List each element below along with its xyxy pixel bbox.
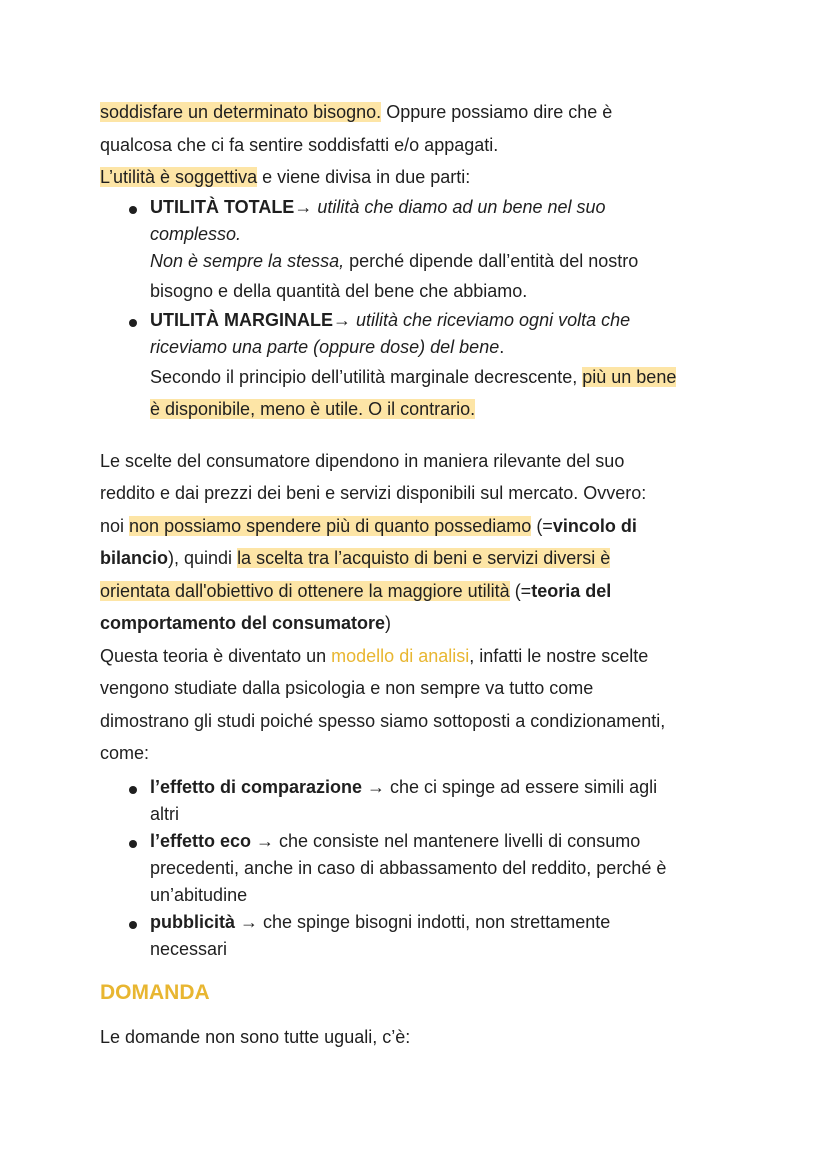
list-item: UTILITÀ TOTALE→ utilità che diamo ad un bene nel suo complesso. Non è sempre la stessa, perché dipende dall’entità del nostro bisogno e della quantità del bene che abbiamo. bbox=[100, 194, 740, 307]
effects-list bbox=[100, 774, 740, 963]
highlight: la scelta tra l’acquisto di beni e servizi diversi è bbox=[237, 548, 611, 568]
highlight: non possiamo spendere più di quanto possediamo bbox=[129, 515, 532, 536]
highlight: più un bene bbox=[582, 366, 677, 387]
utility-list bbox=[100, 194, 740, 425]
list-item: pubblicità → che spinge bisogni indotti, non strettamente necessari bbox=[100, 909, 740, 963]
list-item: UTILITÀ MARGINALE→ utilità che riceviamo ogni volta che riceviamo una parte (oppure dose) del bene. Secondo il principio dell’utilità marginale decrescente, più un bene è disponibile, meno è utile. O il contrario. bbox=[100, 307, 740, 425]
highlight: orientata dall'obiettivo di ottenere la maggiore utilità bbox=[100, 580, 510, 601]
paragraph-domanda: Le domande non sono tutte uguali, c’è: bbox=[100, 1026, 411, 1047]
paragraph-utility-intro: soddisfare un determinato bisogno. Oppure possiamo dire che è qualcosa che ci fa sentire soddisfatti e/o appagati. L’utilità è soggettiva e viene divisa in due parti: bbox=[100, 102, 613, 187]
highlight: è disponibile, meno è utile. O il contrario. bbox=[150, 398, 476, 419]
list-item: l’effetto di comparazione → che ci spinge ad essere simili agli altri bbox=[100, 774, 740, 828]
paragraph-consumer-choices: Le scelte del consumatore dipendono in maniera rilevante del suo reddito e dai prezzi dei beni e servizi disponibili sul mercato. Ovvero: noi non possiamo spendere più di quanto possediamo (=vincolo di bilancio), quindi la scelta tra l’acquisto di beni e servizi diversi è orientata dall'obiettivo di ottenere la maggiore utilità (=teoria del comportamento del consumatore) Questa teoria è diventato un modello di analisi, infatti le nostre scelte vengono studiate dalla psicologia e non sempre va tutto come dimostrano gli studi poiché spesso siamo sottoposti a condizionamenti, come: bbox=[100, 450, 666, 763]
highlight: L’utilità è soggettiva bbox=[100, 167, 258, 187]
document-content bbox=[100, 96, 740, 1053]
highlight: soddisfare un determinato bisogno. bbox=[100, 102, 382, 122]
colored-term: modello di analisi bbox=[331, 645, 470, 666]
section-heading: DOMANDA bbox=[100, 980, 210, 1004]
list-item: l’effetto eco → che consiste nel mantenere livelli di consumo precedenti, anche in caso di abbassamento del reddito, perché è un’abitudine bbox=[100, 828, 740, 909]
